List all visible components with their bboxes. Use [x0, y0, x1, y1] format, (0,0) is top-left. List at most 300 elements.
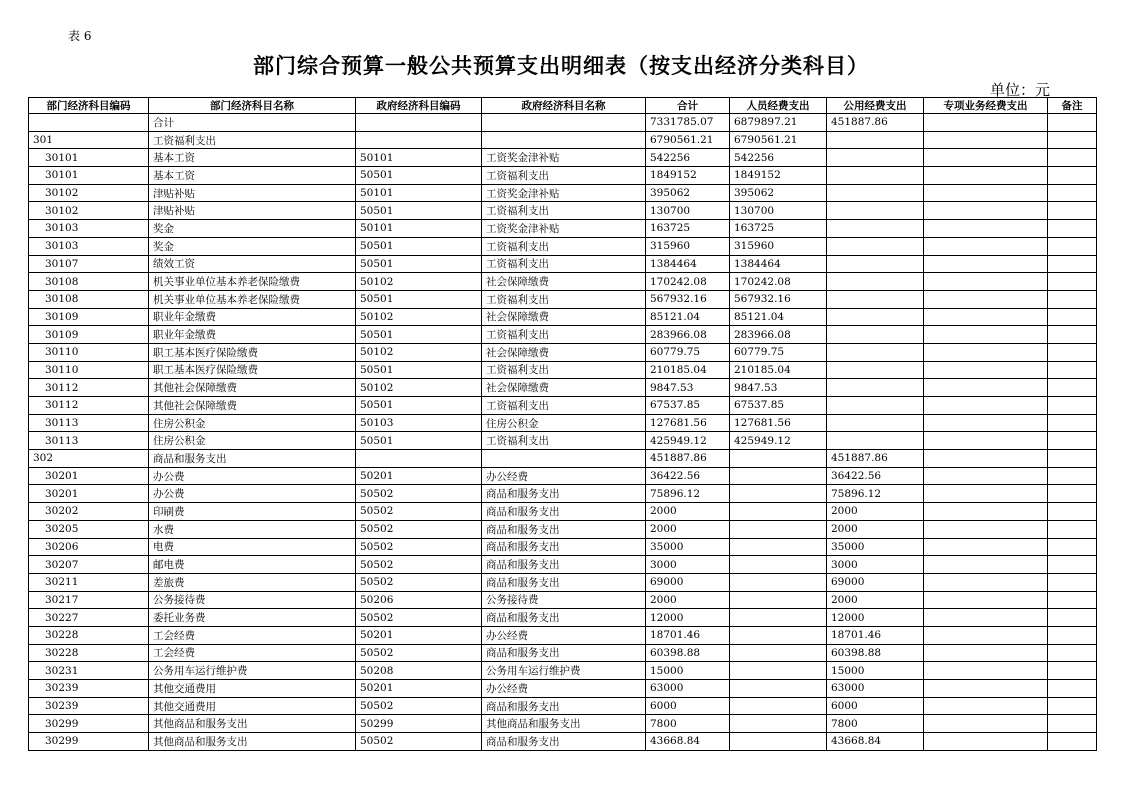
table-row	[29, 167, 1097, 185]
gov-name-cell: 办公经费	[482, 680, 646, 698]
total-cell: 451887.86	[646, 450, 730, 468]
personnel-cell: 1384464	[730, 255, 827, 273]
total-cell: 43668.84	[646, 733, 730, 751]
gov-name-cell: 商品和服务支出	[482, 733, 646, 751]
total-cell: 283966.08	[646, 326, 730, 344]
dept-code-cell: 30110	[29, 361, 149, 379]
dept-code-cell: 30239	[29, 697, 149, 715]
total-cell: 2000	[646, 503, 730, 521]
public-cell: 18701.46	[827, 626, 924, 644]
table-row	[29, 114, 1097, 132]
dept-name-cell: 工会经费	[149, 626, 356, 644]
public-cell: 2000	[827, 520, 924, 538]
gov-code-cell: 50102	[356, 308, 482, 326]
gov-code-cell: 50502	[356, 503, 482, 521]
remark-cell	[1048, 450, 1097, 468]
public-cell	[827, 397, 924, 415]
special-cell	[924, 538, 1048, 556]
gov-name-cell	[482, 450, 646, 468]
gov-code-cell: 50102	[356, 379, 482, 397]
gov-code-cell: 50101	[356, 149, 482, 167]
gov-code-cell: 50502	[356, 697, 482, 715]
dept-name-cell: 职业年金缴费	[149, 326, 356, 344]
table-row	[29, 573, 1097, 591]
remark-cell	[1048, 485, 1097, 503]
special-cell	[924, 503, 1048, 521]
remark-cell	[1048, 520, 1097, 538]
special-cell	[924, 414, 1048, 432]
public-cell: 35000	[827, 538, 924, 556]
gov-name-cell: 工资奖金津补贴	[482, 220, 646, 238]
special-cell	[924, 626, 1048, 644]
gov-name-cell: 商品和服务支出	[482, 485, 646, 503]
gov-code-cell: 50103	[356, 414, 482, 432]
remark-cell	[1048, 556, 1097, 574]
personnel-cell: 283966.08	[730, 326, 827, 344]
table-row	[29, 397, 1097, 415]
total-cell: 69000	[646, 573, 730, 591]
gov-name-cell: 社会保障缴费	[482, 273, 646, 291]
special-cell	[924, 397, 1048, 415]
dept-name-cell: 职工基本医疗保险缴费	[149, 361, 356, 379]
total-cell: 425949.12	[646, 432, 730, 450]
total-cell: 2000	[646, 591, 730, 609]
dept-name-cell: 商品和服务支出	[149, 450, 356, 468]
gov-code-cell: 50101	[356, 184, 482, 202]
dept-name-cell: 津贴补贴	[149, 184, 356, 202]
public-cell	[827, 290, 924, 308]
remark-cell	[1048, 114, 1097, 132]
table-row	[29, 450, 1097, 468]
dept-name-cell: 基本工资	[149, 167, 356, 185]
special-cell	[924, 220, 1048, 238]
table-row	[29, 591, 1097, 609]
public-cell	[827, 220, 924, 238]
special-cell	[924, 290, 1048, 308]
personnel-cell	[730, 609, 827, 627]
table-row	[29, 202, 1097, 220]
dept-code-cell: 30299	[29, 733, 149, 751]
remark-cell	[1048, 202, 1097, 220]
personnel-cell	[730, 520, 827, 538]
table-row	[29, 414, 1097, 432]
remark-cell	[1048, 432, 1097, 450]
public-cell	[827, 414, 924, 432]
personnel-cell	[730, 556, 827, 574]
special-cell	[924, 131, 1048, 149]
remark-cell	[1048, 662, 1097, 680]
public-cell	[827, 343, 924, 361]
remark-cell	[1048, 538, 1097, 556]
dept-name-cell: 工会经费	[149, 644, 356, 662]
dept-code-cell: 30103	[29, 220, 149, 238]
total-cell: 67537.85	[646, 397, 730, 415]
table-row	[29, 680, 1097, 698]
column-header: 公用经费支出	[827, 98, 924, 114]
personnel-cell: 163725	[730, 220, 827, 238]
table-row	[29, 237, 1097, 255]
remark-cell	[1048, 184, 1097, 202]
personnel-cell: 1849152	[730, 167, 827, 185]
total-cell: 36422.56	[646, 467, 730, 485]
dept-code-cell: 30228	[29, 626, 149, 644]
gov-code-cell	[356, 131, 482, 149]
column-header: 人员经费支出	[730, 98, 827, 114]
special-cell	[924, 273, 1048, 291]
dept-name-cell: 基本工资	[149, 149, 356, 167]
special-cell	[924, 715, 1048, 733]
gov-code-cell: 50501	[356, 432, 482, 450]
page-title: 部门综合预算一般公共预算支出明细表（按支出经济分类科目）	[253, 54, 869, 78]
personnel-cell: 67537.85	[730, 397, 827, 415]
personnel-cell: 542256	[730, 149, 827, 167]
personnel-cell	[730, 450, 827, 468]
table-row	[29, 697, 1097, 715]
personnel-cell: 9847.53	[730, 379, 827, 397]
table-row	[29, 733, 1097, 751]
special-cell	[924, 361, 1048, 379]
gov-name-cell: 工资福利支出	[482, 397, 646, 415]
total-cell: 127681.56	[646, 414, 730, 432]
table-row	[29, 273, 1097, 291]
remark-cell	[1048, 237, 1097, 255]
remark-cell	[1048, 167, 1097, 185]
total-cell: 85121.04	[646, 308, 730, 326]
dept-name-cell: 其他商品和服务支出	[149, 733, 356, 751]
dept-code-cell: 30231	[29, 662, 149, 680]
column-header: 政府经济科目名称	[482, 98, 646, 114]
remark-cell	[1048, 573, 1097, 591]
gov-name-cell: 办公经费	[482, 467, 646, 485]
special-cell	[924, 202, 1048, 220]
total-cell: 12000	[646, 609, 730, 627]
special-cell	[924, 184, 1048, 202]
special-cell	[924, 432, 1048, 450]
public-cell	[827, 255, 924, 273]
dept-code-cell: 30112	[29, 397, 149, 415]
dept-name-cell: 住房公积金	[149, 414, 356, 432]
public-cell: 7800	[827, 715, 924, 733]
total-cell: 6000	[646, 697, 730, 715]
table-row	[29, 538, 1097, 556]
gov-name-cell	[482, 114, 646, 132]
gov-name-cell	[482, 131, 646, 149]
table-row	[29, 361, 1097, 379]
remark-cell	[1048, 467, 1097, 485]
total-cell: 60398.88	[646, 644, 730, 662]
public-cell	[827, 149, 924, 167]
table-row	[29, 184, 1097, 202]
dept-name-cell: 差旅费	[149, 573, 356, 591]
column-header: 部门经济科目名称	[149, 98, 356, 114]
total-cell: 170242.08	[646, 273, 730, 291]
personnel-cell	[730, 503, 827, 521]
gov-name-cell: 办公经费	[482, 626, 646, 644]
dept-name-cell: 工资福利支出	[149, 131, 356, 149]
public-cell	[827, 361, 924, 379]
gov-code-cell: 50201	[356, 626, 482, 644]
gov-name-cell: 工资奖金津补贴	[482, 149, 646, 167]
personnel-cell: 425949.12	[730, 432, 827, 450]
remark-cell	[1048, 220, 1097, 238]
public-cell	[827, 202, 924, 220]
dept-code-cell: 30201	[29, 485, 149, 503]
table-row	[29, 467, 1097, 485]
remark-cell	[1048, 680, 1097, 698]
public-cell: 43668.84	[827, 733, 924, 751]
dept-name-cell: 职业年金缴费	[149, 308, 356, 326]
dept-name-cell: 水费	[149, 520, 356, 538]
dept-name-cell: 办公费	[149, 485, 356, 503]
column-header: 专项业务经费支出	[924, 98, 1048, 114]
personnel-cell: 127681.56	[730, 414, 827, 432]
public-cell: 12000	[827, 609, 924, 627]
gov-code-cell: 50501	[356, 237, 482, 255]
remark-cell	[1048, 715, 1097, 733]
dept-code-cell: 30205	[29, 520, 149, 538]
gov-code-cell: 50501	[356, 255, 482, 273]
remark-cell	[1048, 308, 1097, 326]
remark-cell	[1048, 255, 1097, 273]
gov-name-cell: 住房公积金	[482, 414, 646, 432]
total-cell: 1384464	[646, 255, 730, 273]
gov-name-cell: 工资福利支出	[482, 361, 646, 379]
special-cell	[924, 662, 1048, 680]
dept-code-cell: 30101	[29, 167, 149, 185]
total-cell: 6790561.21	[646, 131, 730, 149]
special-cell	[924, 379, 1048, 397]
dept-code-cell: 30107	[29, 255, 149, 273]
special-cell	[924, 467, 1048, 485]
table-row	[29, 626, 1097, 644]
special-cell	[924, 680, 1048, 698]
dept-name-cell: 津贴补贴	[149, 202, 356, 220]
dept-name-cell: 印刷费	[149, 503, 356, 521]
special-cell	[924, 520, 1048, 538]
dept-code-cell: 30101	[29, 149, 149, 167]
public-cell	[827, 432, 924, 450]
personnel-cell: 567932.16	[730, 290, 827, 308]
dept-code-cell: 30103	[29, 237, 149, 255]
public-cell: 2000	[827, 503, 924, 521]
personnel-cell	[730, 485, 827, 503]
dept-code-cell: 30201	[29, 467, 149, 485]
special-cell	[924, 733, 1048, 751]
special-cell	[924, 237, 1048, 255]
gov-name-cell: 工资福利支出	[482, 326, 646, 344]
gov-code-cell: 50201	[356, 680, 482, 698]
gov-name-cell: 工资福利支出	[482, 237, 646, 255]
dept-name-cell: 奖金	[149, 220, 356, 238]
special-cell	[924, 255, 1048, 273]
gov-name-cell: 工资福利支出	[482, 290, 646, 308]
dept-code-cell: 30206	[29, 538, 149, 556]
personnel-cell	[730, 715, 827, 733]
table-row	[29, 520, 1097, 538]
gov-code-cell: 50501	[356, 167, 482, 185]
dept-name-cell: 办公费	[149, 467, 356, 485]
table-row	[29, 131, 1097, 149]
dept-name-cell: 公务接待费	[149, 591, 356, 609]
dept-name-cell: 公务用车运行维护费	[149, 662, 356, 680]
gov-code-cell: 50101	[356, 220, 482, 238]
public-cell	[827, 167, 924, 185]
total-cell: 7800	[646, 715, 730, 733]
gov-code-cell: 50502	[356, 644, 482, 662]
gov-code-cell: 50502	[356, 573, 482, 591]
dept-code-cell: 30211	[29, 573, 149, 591]
total-cell: 75896.12	[646, 485, 730, 503]
gov-name-cell: 商品和服务支出	[482, 644, 646, 662]
table-row	[29, 379, 1097, 397]
table-row	[29, 662, 1097, 680]
public-cell	[827, 379, 924, 397]
public-cell: 75896.12	[827, 485, 924, 503]
public-cell	[827, 308, 924, 326]
special-cell	[924, 556, 1048, 574]
gov-name-cell: 商品和服务支出	[482, 503, 646, 521]
gov-name-cell: 公务用车运行维护费	[482, 662, 646, 680]
gov-code-cell: 50501	[356, 290, 482, 308]
public-cell: 60398.88	[827, 644, 924, 662]
dept-code-cell: 302	[29, 450, 149, 468]
dept-code-cell: 301	[29, 131, 149, 149]
remark-cell	[1048, 503, 1097, 521]
dept-code-cell: 30112	[29, 379, 149, 397]
gov-code-cell: 50502	[356, 538, 482, 556]
column-header: 备注	[1048, 98, 1097, 114]
remark-cell	[1048, 414, 1097, 432]
unit-label: 单位：元	[990, 81, 1051, 99]
special-cell	[924, 326, 1048, 344]
gov-name-cell: 工资福利支出	[482, 255, 646, 273]
gov-code-cell: 50502	[356, 485, 482, 503]
header-row	[29, 98, 1097, 114]
gov-code-cell	[356, 114, 482, 132]
table-row	[29, 503, 1097, 521]
column-header: 政府经济科目编码	[356, 98, 482, 114]
personnel-cell: 60779.75	[730, 343, 827, 361]
remark-cell	[1048, 379, 1097, 397]
column-header: 部门经济科目编码	[29, 98, 149, 114]
special-cell	[924, 609, 1048, 627]
personnel-cell: 210185.04	[730, 361, 827, 379]
table-row	[29, 290, 1097, 308]
dept-code-cell: 30109	[29, 308, 149, 326]
table-row	[29, 149, 1097, 167]
gov-name-cell: 社会保障缴费	[482, 343, 646, 361]
special-cell	[924, 485, 1048, 503]
personnel-cell: 6879897.21	[730, 114, 827, 132]
dept-name-cell: 职工基本医疗保险缴费	[149, 343, 356, 361]
total-cell: 2000	[646, 520, 730, 538]
total-cell: 35000	[646, 538, 730, 556]
gov-name-cell: 商品和服务支出	[482, 538, 646, 556]
gov-name-cell: 工资福利支出	[482, 202, 646, 220]
gov-code-cell: 50102	[356, 343, 482, 361]
table-body	[29, 114, 1097, 751]
special-cell	[924, 149, 1048, 167]
personnel-cell: 170242.08	[730, 273, 827, 291]
gov-code-cell: 50502	[356, 733, 482, 751]
dept-code-cell: 30102	[29, 202, 149, 220]
personnel-cell: 130700	[730, 202, 827, 220]
gov-code-cell	[356, 450, 482, 468]
total-cell: 567932.16	[646, 290, 730, 308]
column-header: 合计	[646, 98, 730, 114]
dept-name-cell: 绩效工资	[149, 255, 356, 273]
personnel-cell: 395062	[730, 184, 827, 202]
total-cell: 18701.46	[646, 626, 730, 644]
personnel-cell: 85121.04	[730, 308, 827, 326]
personnel-cell: 315960	[730, 237, 827, 255]
personnel-cell	[730, 591, 827, 609]
personnel-cell	[730, 626, 827, 644]
table-row	[29, 326, 1097, 344]
public-cell	[827, 131, 924, 149]
special-cell	[924, 167, 1048, 185]
special-cell	[924, 450, 1048, 468]
public-cell	[827, 273, 924, 291]
dept-name-cell: 其他交通费用	[149, 697, 356, 715]
dept-name-cell: 合计	[149, 114, 356, 132]
remark-cell	[1048, 131, 1097, 149]
public-cell: 69000	[827, 573, 924, 591]
dept-code-cell: 30202	[29, 503, 149, 521]
total-cell: 7331785.07	[646, 114, 730, 132]
gov-name-cell: 商品和服务支出	[482, 697, 646, 715]
remark-cell	[1048, 397, 1097, 415]
gov-name-cell: 社会保障缴费	[482, 308, 646, 326]
remark-cell	[1048, 343, 1097, 361]
gov-name-cell: 公务接待费	[482, 591, 646, 609]
dept-name-cell: 奖金	[149, 237, 356, 255]
dept-name-cell: 邮电费	[149, 556, 356, 574]
total-cell: 542256	[646, 149, 730, 167]
personnel-cell	[730, 733, 827, 751]
public-cell: 3000	[827, 556, 924, 574]
gov-name-cell: 商品和服务支出	[482, 573, 646, 591]
total-cell: 1849152	[646, 167, 730, 185]
total-cell: 130700	[646, 202, 730, 220]
dept-code-cell: 30113	[29, 432, 149, 450]
gov-name-cell: 社会保障缴费	[482, 379, 646, 397]
remark-cell	[1048, 644, 1097, 662]
gov-name-cell: 商品和服务支出	[482, 556, 646, 574]
personnel-cell	[730, 467, 827, 485]
public-cell: 63000	[827, 680, 924, 698]
total-cell: 3000	[646, 556, 730, 574]
table-row	[29, 220, 1097, 238]
remark-cell	[1048, 697, 1097, 715]
remark-cell	[1048, 273, 1097, 291]
gov-code-cell: 50502	[356, 556, 482, 574]
total-cell: 15000	[646, 662, 730, 680]
personnel-cell	[730, 573, 827, 591]
total-cell: 210185.04	[646, 361, 730, 379]
public-cell: 36422.56	[827, 467, 924, 485]
table-row	[29, 644, 1097, 662]
dept-code-cell: 30110	[29, 343, 149, 361]
table-row	[29, 609, 1097, 627]
dept-code-cell: 30102	[29, 184, 149, 202]
gov-code-cell: 50206	[356, 591, 482, 609]
dept-name-cell: 其他商品和服务支出	[149, 715, 356, 733]
gov-name-cell: 工资奖金津补贴	[482, 184, 646, 202]
table-row	[29, 308, 1097, 326]
dept-code-cell: 30228	[29, 644, 149, 662]
special-cell	[924, 343, 1048, 361]
